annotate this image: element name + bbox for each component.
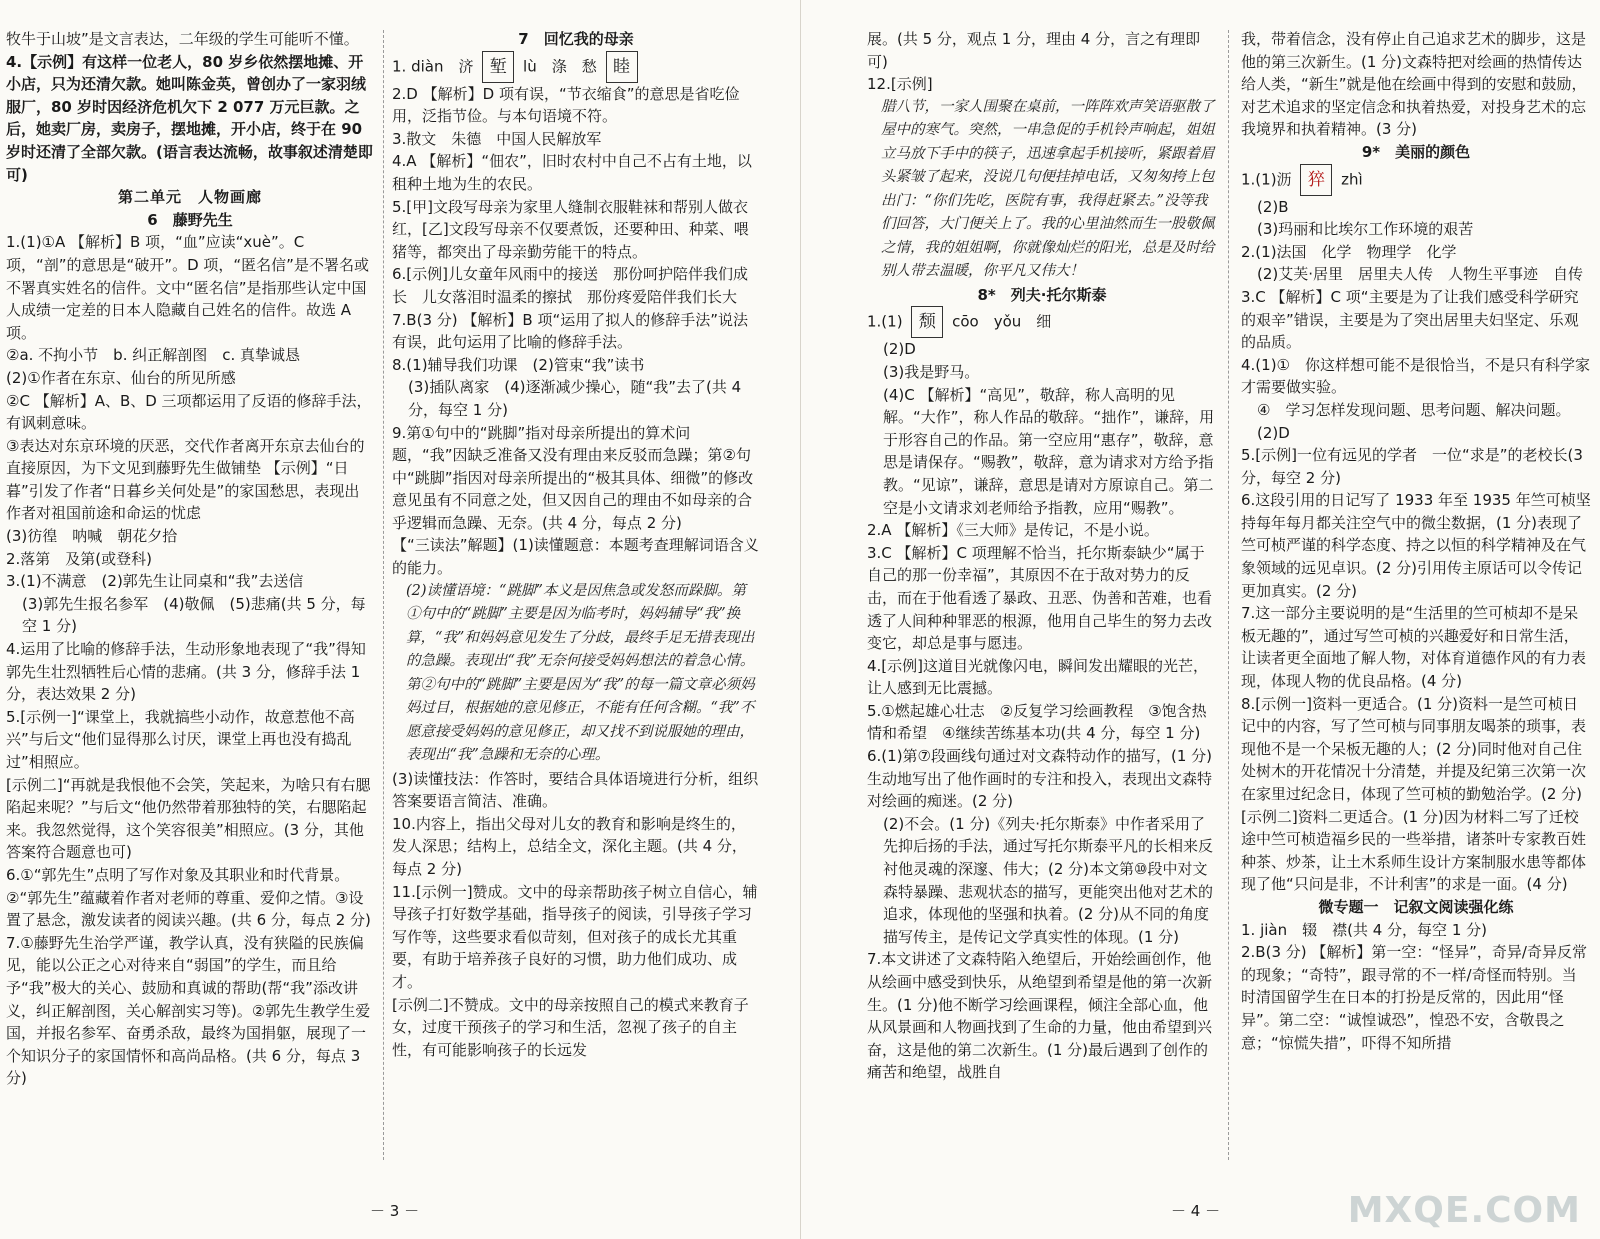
page-number: － 4 － [1171,1202,1221,1220]
question-number: 1.(1)沥 [1241,170,1292,189]
answer-8: 8.[示例一]资料一更适合。(1 分)资料一是竺可桢日记中的内容，写了竺可桢与同事朋友喝茶的琐事，表现他不是一个呆板无趣的人；(2 分)同时他对自己住处树木的开花情况十分清楚，并提及纪第三次第一次在家里过纪念日，体现了竺可桢的勤勉治学。(2 分) [1241,694,1587,803]
answer-6: 6.①“郭先生”点明了写作对象及其职业和时代背景。②“郭先生”蕴藏着作者对老师的尊重、爱仰之情。③设置了悬念，激发读者的阅读兴趣。(共 6 分，每点 2 分) [6,865,371,930]
answer-3: 3.C 【解析】C 项“主要是为了让我们感受科学研究的艰辛”错误，主要是为了突出居里夫妇坚定、乐观的品质。 [1241,287,1579,352]
answer-5-part: [示例二]“再就是我恨他不会笑，笑起来，为啥只有右腮陷起来呢？”与后文“他仍然带着那独特的笑，右腮陷起来。我忽然觉得，这个笑容很美”相照应。(3 分，其他答案符合题意也可) [6,775,371,862]
character-box: 堑 [482,51,514,83]
column-1 [6,28,374,1090]
answer-1-part: ②a. 不拘小节 b. 纠正解剖图 c. 真挚诚恳 [6,346,301,365]
column-2 [392,28,760,1061]
answer-8-part: [示例二]资料二更适合。(1 分)因为材料二写了迁校途中竺可桢造福乡民的一些举措，诸茶叶专家教百姓种茶、炒茶，让土木系师生设计方案制服水患等都体现了他“只问是非，不计利害”的求是一面。(4 分) [1241,807,1587,894]
pinyin-text: zhì [1341,170,1363,189]
answer-2: 2.A 【解析】《三大师》是传记，不是小说。 [867,521,1159,540]
answer-4: 4.A 【解析】“佃农”，旧时农村中自己不占有土地，以租种土地为生的农民。 [392,152,752,193]
answer-1-part: ②C 【解析】A、B、D 三项都运用了反语的修辞手法，有讽刺意味。 [6,391,372,433]
answer-1-part: (3)彷徨 呐喊 朝花夕拾 [6,527,178,546]
answer-1-part: (3)玛丽和比埃尔工作环境的艰苦 [1257,220,1474,239]
answer-5: 5.①燃起雄心壮志 ②反复学习绘画教程 ③饱含热情和希望 ④继续苦练基本功(共 4 分，每空 1 分) [867,701,1207,743]
answer-5: 5.[示例]一位有远见的学者 一位“求是”的老校长(3 分，每空 2 分) [1241,446,1583,487]
answer-4: 4.[示例]这道目光就像闪电，瞬间发出耀眼的光芒，让人感到无比震撼。 [867,656,1209,698]
answer-2-part: (2)艾芙·居里 居里夫人传 人物生平事迹 自传 [1257,265,1584,284]
answer-3: 3.散文 朱德 中国人民解放军 [392,129,602,148]
method-note: (3)读懂技法：作答时，要结合具体语境进行分析，组织答案要语言简洁、准确。 [392,769,759,811]
answer-6-part: (2)不会。(1 分)《列夫·托尔斯泰》中作者采用了先抑后扬的手法，通过写托尔斯泰平凡的长相来反衬他灵魂的深邃、伟大；(2 分)本文第⑩段中对文森特暴躁、悲观状态的描写，更能突出他对艺术的追求，体现他的坚强和执着。(2 分)从不同的角度描写传主，是传记文学真实性的体现。(1 分) [883,814,1214,946]
lesson-heading: 8* 列夫·托尔斯泰 [977,285,1107,304]
column-3 [867,28,1217,1084]
answer-4: 4.(1)① 你这样想可能不是很恰当，不是只有科学家才需要做实验。 [1241,355,1591,397]
section-heading: 微专题一 记叙文阅读强化练 [1318,897,1514,916]
method-note: 【“三读法”解题】(1)读懂题意：本题考查理解词语含义的能力。 [392,536,759,578]
lesson-heading: 9* 美丽的颜色 [1361,142,1471,161]
answer-11-part: [示例二]不赞成。文中的母亲按照自己的模式来教育子女，过度干预孩子的学习和生活，忽视了孩子的自主性，有可能影响孩子的长远发 [392,995,749,1059]
column-divider [1228,30,1229,1160]
lesson-heading: 6 藤野先生 [147,210,233,229]
pinyin-text: lù 涤 愁 [523,57,597,76]
practice-answer-1: 1. jiàn 辍 襟(共 4 分，每空 1 分) [1241,920,1487,939]
answer-4-part: (2)D [1257,423,1290,442]
answer-9: 9.第①句中的“跳脚”指对母亲所提出的算术问题，“我”因缺乏准备又没有理由来反驳而急躁；第②句中“跳脚”指因对母亲所提出的“极其具体、细微”的修改意见虽有不同意之处，但又因自己的理由不如母亲的合乎逻辑而急躁、无奈。(共 4 分，每点 2 分) [392,423,754,532]
answer-1 [392,51,760,83]
answer-2: 2.(1)法国 化学 物理学 化学 [1241,242,1457,261]
pinyin-text: cōo yǒu 细 [952,312,1052,331]
answer-2: 2.落第 及第(或登科) [6,549,153,568]
answer-1-part: (2)B [1257,197,1289,216]
answer-4-part: ④ 学习怎样发现问题、思考问题、解决问题。 [1257,400,1571,419]
page-number: － 3 － [370,1202,420,1220]
answer-5: 5.[示例一]“课堂上，我就搞些小动作，故意惹他不高兴”与后文“他们显得那么讨厌，课堂上再也没有捣乱过”相照应。 [6,707,355,771]
answer-1-part: (2)D [883,340,916,359]
character-box: 猝 [1300,164,1332,196]
text-line: 我，带着信念，没有停止自己追求艺术的脚步，这是他的第三次新生。(1 分)文森特把对绘画的热情传达给人类，“新生”就是他在绘画中得到的安慰和鼓励，对艺术追求的坚定信念和执着热爱，对投身艺术的忘我境界和执着精神。(3 分) [1241,30,1587,139]
character-box: 睦 [606,51,638,83]
page-4 [800,0,1600,1239]
lesson-heading: 7 回忆我的母亲 [518,30,634,48]
answer-10: 10.内容上，指出父母对儿女的教育和影响是终生的，发人深思；结构上，总结全文，深化主题。(共 4 分，每点 2 分) [392,814,747,879]
answer-7: 7.这一部分主要说明的是“生活里的竺可桢却不是呆板无趣的”，通过写竺可桢的兴趣爱好和日常生活，让读者更全面地了解人物，对体育道德作风的有力表现，体现人物的优良品格。(4 分) [1241,604,1587,691]
answer-3: 3.(1)不满意 (2)郭先生让同桌和“我”去送信 [6,572,304,591]
answer-1: 1.(1)①A 【解析】B 项，“血”应读“xuè”。C 项，“剖”的意思是“破开”。D 项，“匿名信”是不署名或不署真实姓名的信件。文中“匿名信”是指那些认定中国人成绩一定差的日本人隐藏自己姓名的信件。故选 A 项。 [6,233,369,342]
character-box: 颓 [911,306,943,338]
answer-1-part: (4)C 【解析】“高见”，敬辞，称人高明的见解。“大作”，称人作品的敬辞。“拙作”，谦辞，用于形容自己的作品。第一空应用“惠存”，敬辞，意思是请保存。“赐教”，敬辞，意为请求对方给予指教。“见谅”，谦辞，意思是请对方原谅自己。第二空是小文请求刘老师给予指教，应用“赐教”。 [883,385,1215,517]
answer-1-part: (2)①作者在东京、仙台的所见所感 [6,368,236,387]
column-4 [1241,28,1591,1054]
watermark: MXQE.COM [1347,1190,1581,1231]
answer-6: 6.(1)第⑦段画线句通过对文森特动作的描写，(1 分)生动地写出了他作画时的专注和投入，表现出文森特对绘画的痴迷。(2 分) [867,747,1213,811]
text-line: 牧牛于山坡”是文言表达，二年级的学生可能听不懂。 [6,30,359,48]
answer-1-part: (3)我是野马。 [883,362,980,381]
handwritten-note: (2)读懂语境：“跳脚”本义是因焦急或发怒而跺脚。第①句中的“跳脚”主要是因为临考时，妈妈辅导“我”换算，“我”和妈妈意见发生了分歧，最终手足无措表现出的急躁。表现出“我”无奈何接受妈妈想法的着急心情。第②句中的“跳脚”主要是因为“我”的每一篇文章必须妈妈过目，根据她的意见修正，不能有任何含糊。“我”不愿意接受妈妈的意见修正，却又找不到说服她的理由，表现出“我”急躁和无奈的心理。 [406,582,755,764]
answer-2: 2.D 【解析】D 项有误，“节衣缩食”的意思是省吃俭用，泛指节俭。与本句语境不符。 [392,84,740,126]
column-divider [383,30,384,1160]
answer-6: 6.这段引用的日记写了 1933 年至 1935 年竺可桢坚持每年每月都关注空气中的微尘数据，(1 分)表现了竺可桢严谨的科学态度、持之以恒的科学精神及在气象领域的远见卓识。(2 分)引用传主原话可以令传记更加真实。(2 分) [1241,491,1591,600]
answer-7: 7.本文讲述了文森特陷入绝望后，开始绘画创作，他从绘画中感受到快乐，从绝望到希望是他的第一次新生。(1 分)他不断学习绘画课程，倾注全部心血，他从风景画和人物画找到了生命的力量，他由希望到兴奋，这是他的第二次新生。(1 分)最后遇到了创作的痛苦和绝望，战胜自 [867,950,1213,1082]
handwritten-answer: 腊八节，一家人围聚在桌前，一阵阵欢声笑语驱散了屋中的寒气。突然，一串急促的手机铃声响起，姐姐立马放下手中的筷子，迅速拿起手机接听，紧跟着眉头紧皱了起来，没说几句便挂掉电话，又匆匆挎上包出门：“你们先吃，医院有事，我得赶紧去。”没等我们回答，大门便关上了。我的心里油然而生一股敬佩之情，我的姐姐啊，你就像灿烂的阳光，总是及时给别人带去温暖，你平凡又伟大！ [881,98,1215,280]
unit-heading: 第二单元 人物画廊 [117,188,262,207]
answer-8-part: (3)插队离家 (4)逐渐减少操心，随“我”去了(共 4 分，每空 1 分) [408,378,742,419]
answer-1 [1241,164,1591,196]
answer-8: 8.(1)辅导我们功课 (2)管束“我”读书 [392,355,645,374]
answer-4b: 4.运用了比喻的修辞手法，生动形象地表现了“我”得知郭先生壮烈牺牲后心情的悲痛。(共 3 分，修辞手法 1 分，表达效果 2 分) [6,640,366,704]
answer-7: 7.①藤野先生治学严谨，教学认真，没有狭隘的民族偏见，能以公正之心对待来自“弱国”的学生，而且给予“我”极大的关心、鼓励和真诚的帮助(帮“我”添改讲义，纠正解剖图，关心解剖实习等)。②郭先生教学生爱国，并报名参军、奋勇杀敌，最终为国捐躯，展现了一个知识分子的家国情怀和高尚品格。(共 6 分，每点 3 分) [6,933,371,1088]
answer-5: 5.[甲]文段写母亲为家里人缝制衣服鞋袜和帮别人做衣红，[乙]文段写母亲不仅要煮饭，还要种田、种菜、喂猪等，都突出了母亲勤劳能干的特点。 [392,197,749,261]
question-number: 1.(1) [867,312,903,331]
answer-12: 12.[示例] [867,75,933,94]
answer-4: 4.【示例】有这样一位老人，80 岁乡依然摆地摊、开小店，只为还清欠款。她叫陈金英，曾创办了一家羽绒服厂，80 岁时因经济危机欠下 2 077 万元巨款。之后，她卖厂房，卖房子，摆地摊，开小店，终于在 90 岁时还清了全部欠款。(语言表达流畅，故事叙述清楚即可) [6,52,373,184]
answer-1 [867,306,1217,338]
answer-3-part: (3)郭先生报名参军 (4)敬佩 (5)悲痛(共 5 分，每空 1 分) [22,594,366,636]
answer-7: 7.B(3 分) 【解析】B 项“运用了拟人的修辞手法”说法有误，此句运用了比喻的修辞手法。 [392,310,748,352]
text-line: 展。(共 5 分，观点 1 分，理由 4 分，言之有理即可) [867,30,1201,71]
answer-1-part: ③表达对东京环境的厌恶，交代作者离开东京去仙台的直接原因，为下文见到藤野先生做铺垫 【示例】“日暮”引发了作者“日暮乡关何处是”的家国愁思，表现出作者对祖国前途和命运的忧虑 [6,436,365,523]
answer-11: 11.[示例一]赞成。文中的母亲帮助孩子树立自信心，辅导孩子打好数学基础，指导孩子的阅读，引导孩子学习写作等，这些要求看似苛刻，但对孩子的成长尤其重要，有助于培养孩子良好的习惯，助力他们成功、成才。 [392,882,758,991]
practice-answer-2: 2.B(3 分) 【解析】第一空：“怪异”，奇异/奇异反常的现象；“奇特”，跟寻常的不一样/奇怪而特别。当时清国留学生在日本的打扮是反常的，因此用“怪异”。第二空：“诚惶诚恐”，惶恐不安，含敬畏之意；“惊慌失措”，吓得不知所措 [1241,943,1587,1052]
pinyin-text: 1. diàn 济 [392,57,474,76]
answer-6: 6.[示例]儿女童年风雨中的接送 那份呵护陪伴我们成长 儿女落泪时温柔的擦拭 那份疼爱陪伴我们长大 [392,265,749,306]
answer-3: 3.C 【解析】C 项理解不恰当，托尔斯泰缺少“属于自己的那一份幸福”，其原因不在于敌对势力的反击，而在于他看透了暴政、丑恶、伪善和苦难，也看透了人间种种罪恶的根源，他用自己毕生的努力去改变它，却总是事与愿违。 [867,543,1213,653]
